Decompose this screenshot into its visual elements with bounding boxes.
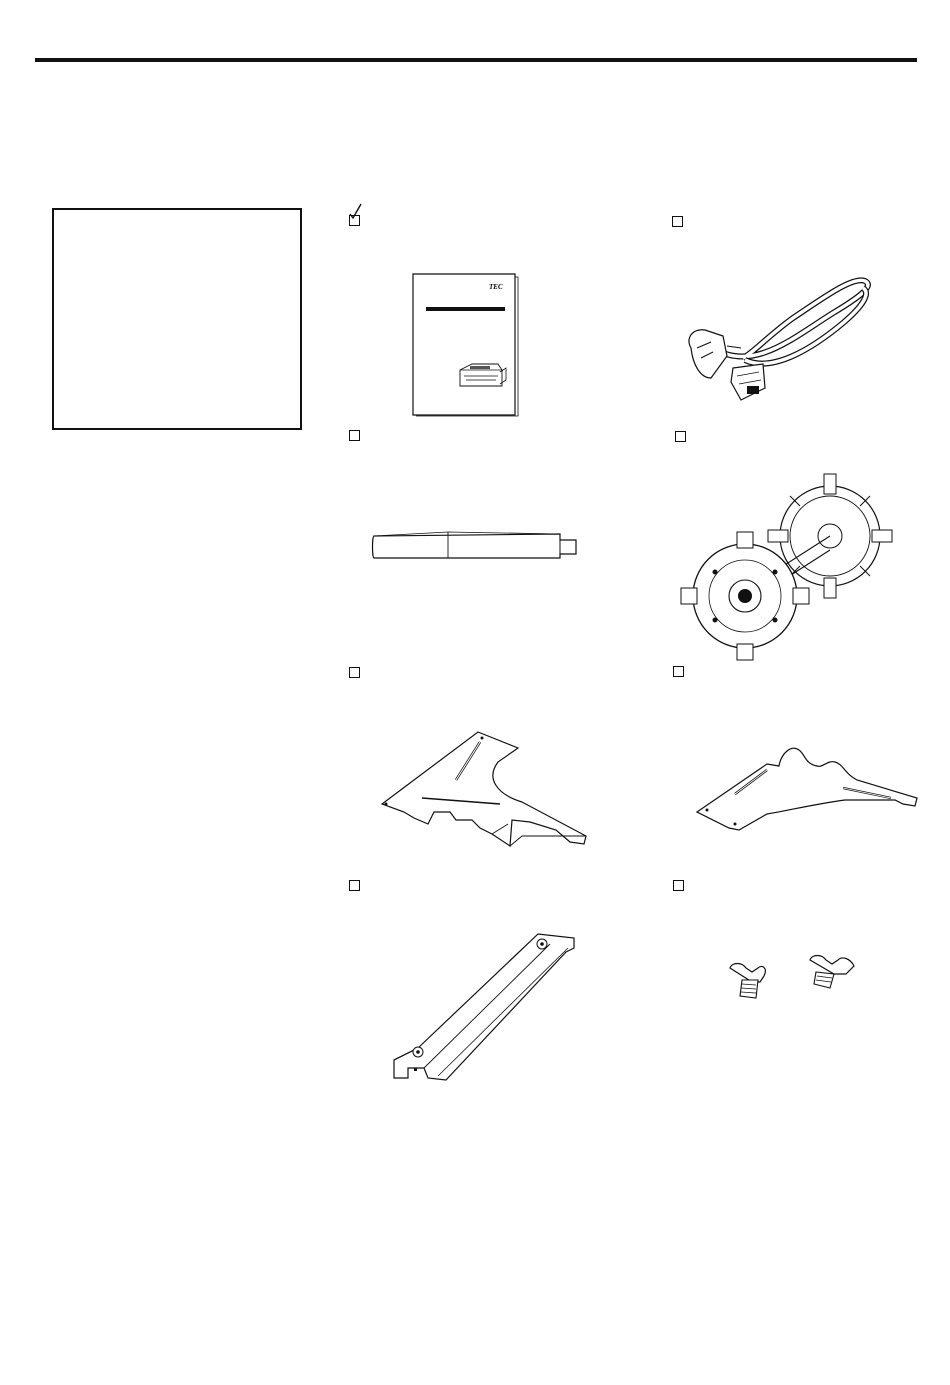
checkbox-manual[interactable] [349, 215, 360, 226]
checkbox-shaft[interactable] [349, 430, 360, 441]
shaft-icon [370, 528, 580, 564]
header-rule [35, 58, 917, 62]
owners-manual-icon [410, 272, 520, 417]
supply-holder-icon [690, 474, 885, 654]
checkbox-stay-plate[interactable] [349, 880, 360, 891]
wing-screw-icon [724, 952, 864, 1002]
checkbox-bracket-right[interactable] [673, 666, 684, 677]
checkbox-wing-screws[interactable] [673, 880, 684, 891]
checkbox-supply-holder[interactable] [675, 431, 686, 442]
checkbox-bracket-left[interactable] [349, 667, 360, 678]
checkbox-power-cord[interactable] [672, 216, 683, 227]
bracket-icon [380, 732, 590, 850]
checkmark-icon [348, 207, 368, 227]
power-cord-icon [683, 278, 878, 403]
stay-plate-icon [388, 930, 584, 1090]
bracket-icon [695, 744, 917, 834]
notice-box [52, 208, 302, 430]
manual-logo: TEC [489, 283, 503, 291]
